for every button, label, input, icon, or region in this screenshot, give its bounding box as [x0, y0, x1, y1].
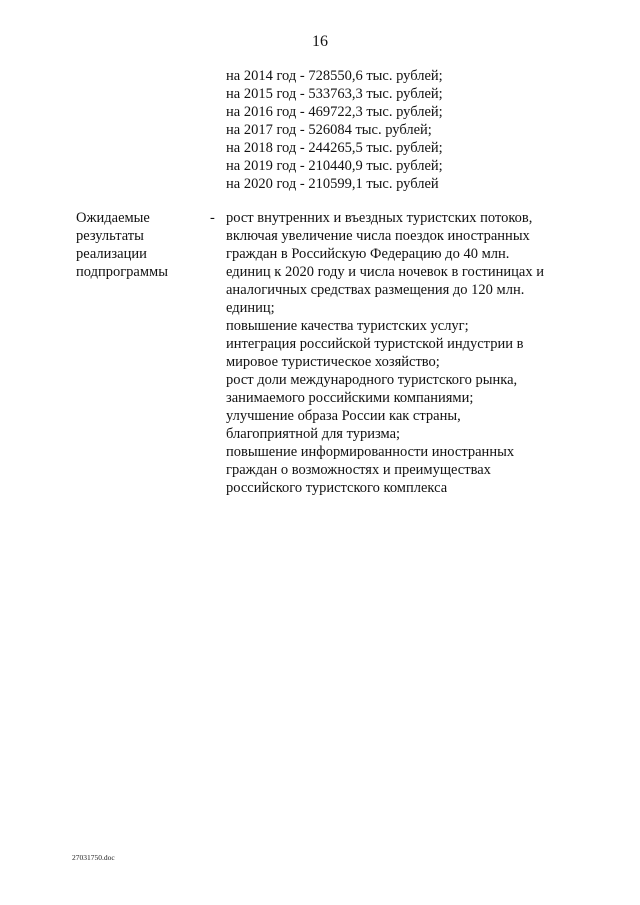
expected-results-list	[226, 209, 566, 497]
funding-line-2015: на 2015 год - 533763,3 тыс. рублей;	[226, 86, 443, 102]
result-line: рост доли международного туристского рынка,	[226, 372, 518, 388]
result-line: интеграция российской туристской индустрии в	[226, 336, 524, 352]
funding-line-2020: на 2020 год - 210599,1 тыс. рублей	[226, 176, 439, 192]
result-line: повышение информированности иностранных	[226, 444, 515, 460]
result-line: благоприятной для туризма;	[226, 426, 401, 442]
funding-line-2019: на 2019 год - 210440,9 тыс. рублей;	[226, 158, 443, 174]
document-id: 27031750.doc	[72, 853, 115, 862]
funding-line-2017: на 2017 год - 526084 тыс. рублей;	[226, 122, 432, 138]
result-line: граждан о возможностях и преимуществах	[226, 462, 491, 478]
result-line: мировое туристическое хозяйство;	[226, 354, 440, 370]
funding-line-2014: на 2014 год - 728550,6 тыс. рублей;	[226, 68, 443, 84]
result-line: повышение качества туристских услуг;	[226, 318, 469, 334]
expected-results-label	[76, 209, 196, 281]
label-line: подпрограммы	[76, 264, 168, 280]
result-line: аналогичных средствах размещения до 120 млн.	[226, 282, 525, 298]
result-line: единиц;	[226, 300, 275, 316]
funding-list	[226, 67, 586, 193]
result-line: занимаемого российскими компаниями;	[226, 390, 474, 406]
result-line: рост внутренних и въездных туристских потоков,	[226, 210, 533, 226]
label-line: Ожидаемые	[76, 210, 150, 226]
result-line: включая увеличение числа поездок иностранных	[226, 228, 530, 244]
page-number: 16	[312, 33, 328, 50]
result-line: граждан в Российскую Федерацию до 40 млн.	[226, 246, 510, 262]
result-line: единиц к 2020 году и числа ночевок в гостиницах и	[226, 264, 545, 280]
label-dash: -	[210, 210, 215, 226]
label-line: результаты	[76, 228, 144, 244]
label-line: реализации	[76, 246, 147, 262]
funding-line-2018: на 2018 год - 244265,5 тыс. рублей;	[226, 140, 443, 156]
result-line: улучшение образа России как страны,	[226, 408, 461, 424]
funding-line-2016: на 2016 год - 469722,3 тыс. рублей;	[226, 104, 443, 120]
result-line: российского туристского комплекса	[226, 480, 448, 496]
